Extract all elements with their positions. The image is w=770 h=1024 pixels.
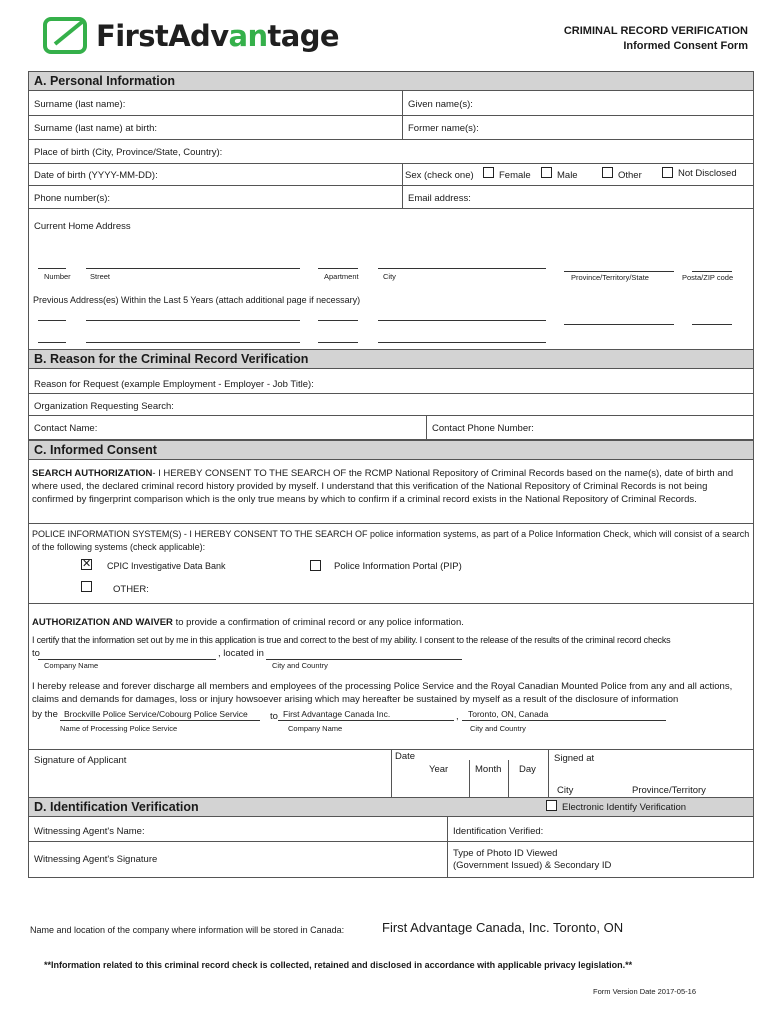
number-label: Number — [44, 272, 71, 281]
storage-label: Name and location of the company where information will be stored in Canada: — [30, 925, 345, 935]
signature-field[interactable]: Signature of Applicant — [34, 755, 127, 766]
signed-city-label: City — [557, 785, 574, 796]
comma: , — [456, 711, 459, 722]
province-label: Province/Territory/State — [571, 273, 649, 282]
other-system-label: OTHER: — [113, 584, 149, 595]
company-value[interactable]: First Advantage Canada Inc. — [283, 709, 391, 719]
by-the-label: by the — [32, 709, 58, 720]
agent-signature-field[interactable]: Witnessing Agent's Signature — [34, 854, 158, 865]
to-label: to — [32, 648, 40, 659]
contact-name-field[interactable]: Contact Name: — [34, 423, 98, 434]
not-disclosed-label: Not Disclosed — [678, 168, 737, 179]
place-of-birth-field[interactable]: Place of birth (City, Province/State, Country): — [34, 147, 223, 158]
logo-text: FirstAdvantage — [96, 19, 339, 53]
phone-field[interactable]: Phone number(s): — [34, 193, 111, 204]
form-title-line1: CRIMINAL RECORD VERIFICATION — [563, 25, 748, 37]
postal-label: Posta/ZIP code — [682, 273, 734, 282]
form-frame — [28, 71, 754, 878]
form-version: Form Version Date 2017-05-16 — [593, 987, 696, 996]
id-verified-field[interactable]: Identification Verified: — [453, 826, 544, 837]
organization-field[interactable]: Organization Requesting Search: — [34, 401, 174, 412]
company-name-caption: Company Name — [44, 661, 99, 670]
sex-label: Sex (check one) — [405, 170, 474, 181]
section-a-header: A. Personal Information — [28, 71, 754, 91]
signed-province-label: Province/Territory — [632, 785, 706, 796]
year-label: Year — [429, 764, 449, 775]
form-title-line2: Informed Consent Form — [623, 40, 748, 52]
section-b-header: B. Reason for the Criminal Record Verification — [28, 349, 754, 369]
storage-value[interactable]: First Advantage Canada, Inc. Toronto, ON — [382, 920, 624, 935]
section-c-header: C. Informed Consent — [28, 440, 754, 460]
surname-field[interactable]: Surname (last name): — [34, 99, 126, 110]
given-name-field[interactable]: Given name(s): — [408, 99, 473, 110]
other-label: Other — [618, 170, 642, 181]
photo-id-field[interactable]: Type of Photo ID Viewed (Government Issued) & Secondary ID — [453, 848, 612, 871]
month-label: Month — [475, 764, 502, 775]
search-authorization-text: SEARCH AUTHORIZATION- I HEREBY CONSENT TO THE SEARCH OF the RCMP National Repository of Criminal Records based on the name(s), date of birth and where used, the declared criminal record history provided by myself. I understand that this verification of the National Repository of Criminal Records is not being confirmed by fingerprint comparison which is the only true means by which to confirm if a criminal record exists in the National Repository of Criminal Records. — [32, 468, 734, 505]
authorization-waiver: AUTHORIZATION AND WAIVER to provide a confirmation of criminal record or any police information. — [32, 617, 464, 628]
privacy-note: **Information related to this criminal record check is collected, retained and disclosed in accordance with applicable privacy legislation.** — [44, 960, 633, 970]
former-name-field[interactable]: Former name(s): — [408, 123, 479, 134]
section-d-header: D. Identification Verification — [28, 797, 754, 817]
form-title — [564, 24, 748, 54]
police-info-system-text: POLICE INFORMATION SYSTEM(S) - I HEREBY CONSENT TO THE SEARCH OF police information systems, as part of a Police Information Check, which will consist of a search of the following systems (check applicable): — [32, 529, 750, 552]
agent-name-field[interactable]: Witnessing Agent's Name: — [34, 826, 145, 837]
company-logo — [42, 16, 339, 56]
reason-field[interactable]: Reason for Request (example Employment - Employer - Job Title): — [34, 379, 314, 390]
email-field[interactable]: Email address: — [408, 193, 471, 204]
company-caption-2: Company Name — [288, 724, 343, 733]
police-service-value[interactable]: Brockville Police Service/Cobourg Police Service — [64, 709, 248, 719]
date-of-birth-field[interactable]: Date of birth (YYYY-MM-DD): — [34, 170, 158, 181]
street-label: Street — [90, 272, 111, 281]
city-country-caption-2: City and Country — [470, 724, 526, 733]
city-country-caption: City and Country — [272, 661, 328, 670]
cpic-label: CPIC Investigative Data Bank — [107, 561, 226, 571]
date-label: Date — [395, 751, 416, 762]
signed-at-label: Signed at — [554, 753, 595, 764]
female-label: Female — [499, 170, 531, 181]
pip-label: Police Information Portal (PIP) — [334, 561, 462, 572]
apartment-label: Apartment — [324, 272, 359, 281]
located-in-label: , located in — [218, 648, 264, 659]
location-value[interactable]: Toronto, ON, Canada — [468, 709, 549, 719]
day-label: Day — [519, 764, 536, 775]
contact-phone-field[interactable]: Contact Phone Number: — [432, 423, 534, 434]
previous-address-label: Previous Address(es) Within the Last 5 Years (attach additional page if necessary) — [33, 295, 361, 305]
surname-birth-field[interactable]: Surname (last name) at birth: — [34, 123, 158, 134]
release-text: I hereby release and forever discharge all members and employees of the processing Police Service and the Royal Canadian Mounted Police from any and all actions, claims and demands for damages, loss or injury howsoever arising which may hereafter be sustained by myself as a result of the disclosure of information — [32, 681, 733, 705]
to2-label: to — [270, 711, 278, 722]
city-label: City — [383, 272, 396, 281]
current-address-label: Current Home Address — [34, 221, 131, 232]
male-label: Male — [557, 170, 578, 181]
processing-caption: Name of Processing Police Service — [60, 724, 178, 733]
electronic-verification-label: Electronic Identify Verification — [562, 802, 687, 813]
certify-text: I certify that the information set out by me in this application is true and correct to the best of my ability. I consent to the release of the results of the criminal record checks — [32, 635, 671, 645]
logo-mark-icon — [42, 16, 90, 56]
